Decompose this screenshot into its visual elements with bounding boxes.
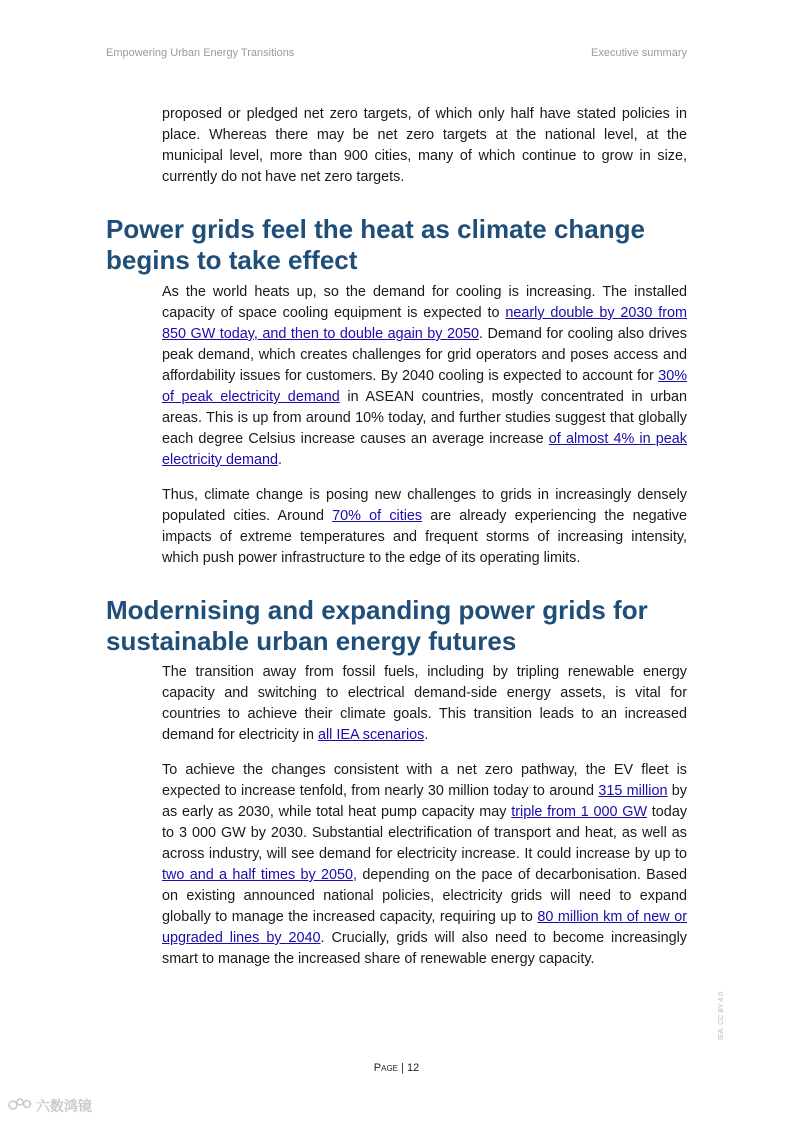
running-header-left: Empowering Urban Energy Transitions xyxy=(106,47,295,59)
text-run: Thus, climate change is posing new challenges to grids in increasingly densely populated cities. Around xyxy=(162,487,687,524)
paragraph-transition xyxy=(162,662,687,746)
license-label: IEA. CC BY 4.0. xyxy=(718,989,725,1040)
text-run: . Crucially, grids will also need to become increasingly smart to manage the increased share of renewable energy capacity. xyxy=(162,930,688,967)
link-80-million-km[interactable]: 80 million km of new or upgraded lines by 2040 xyxy=(162,909,687,946)
link-315-million[interactable]: 315 million xyxy=(598,783,668,799)
text-run: today to 3 000 GW by 2030. Substantial electrification of transport and heat, as well as across industry, will see demand for electricity increase. It could increase by up to xyxy=(162,804,688,862)
text-run: . xyxy=(424,727,429,743)
text-run: depending on the pace of decarbonisation. Based on existing announced national policies, electricity grids will need to expand globally to manage the increased capacity, requiring up to xyxy=(162,867,687,925)
paragraph-cooling-demand xyxy=(162,282,687,471)
page-number: 12 xyxy=(406,1062,420,1074)
page-label: Page xyxy=(373,1062,398,1074)
text-run: are already experiencing the negative impacts of extreme temperatures and frequent storms of increasing intensity, which push power infrastructure to the edge of its operating limits. xyxy=(162,508,688,566)
link-all-iea-scenarios[interactable]: all IEA scenarios xyxy=(317,727,425,743)
link-nearly-double[interactable]: nearly double by 2030 from 850 GW today, and then to double again by 2050 xyxy=(162,305,687,342)
text-run: by as early as 2030, while total heat pump capacity may xyxy=(162,783,687,820)
link-4-percent-peak[interactable]: of almost 4% in peak electricity demand xyxy=(162,431,687,468)
link-30-percent-peak[interactable]: 30% of peak electricity demand xyxy=(162,368,687,405)
text-run: in ASEAN countries, mostly concentrated in urban areas. This is up from around 10% today, and further studies suggest that globally each degree Celsius increase causes an average increase xyxy=(162,389,688,447)
link-triple-1000gw[interactable]: triple from 1 000 GW xyxy=(511,804,648,820)
intro-paragraph: proposed or pledged net zero targets, of which only half have stated policies in place. Whereas there may be net zero targets at the national level, at the municipal level, more than 900 cities, many of which continue to grow in size, currently do not have net zero targets. xyxy=(162,106,687,185)
running-header-right: Executive summary xyxy=(591,47,687,59)
section-heading-power-grids: Power grids feel the heat as climate change begins to take effect xyxy=(106,214,645,275)
text-run: As the world heats up, so the demand for cooling is increasing. The installed capacity of space cooling equipment is expected to xyxy=(162,284,687,321)
text-run: . Demand for cooling also drives peak demand, which creates challenges for grid operators and poses access and affordability issues for customers. By 2040 cooling is expected to account for xyxy=(162,326,687,384)
text-run: To achieve the changes consistent with a net zero pathway, the EV fleet is expected to increase tenfold, from nearly 30 million today to around xyxy=(162,762,687,799)
text-run: The transition away from fossil fuels, including by tripling renewable energy capacity and switching to electrical demand-side energy assets, is vital for countries to achieve their climate goals. This transition leads to an increased demand for electricity in xyxy=(162,664,687,743)
link-two-and-half-times[interactable]: two and a half times by 2050, xyxy=(162,867,358,883)
watermark-logo-icon xyxy=(8,1097,32,1111)
section-heading-modernising-grids: Modernising and expanding power grids for sustainable urban energy futures xyxy=(106,595,648,656)
watermark xyxy=(8,1096,92,1116)
paragraph-climate-challenges xyxy=(162,485,687,569)
text-run: . xyxy=(277,452,282,468)
page-separator: | xyxy=(398,1062,407,1074)
paragraph-net-zero-pathway xyxy=(162,760,687,970)
link-70-percent-cities[interactable]: 70% of cities xyxy=(332,508,423,524)
watermark-text: 六数鸿镜 xyxy=(35,1098,92,1114)
page-footer xyxy=(0,1062,793,1074)
